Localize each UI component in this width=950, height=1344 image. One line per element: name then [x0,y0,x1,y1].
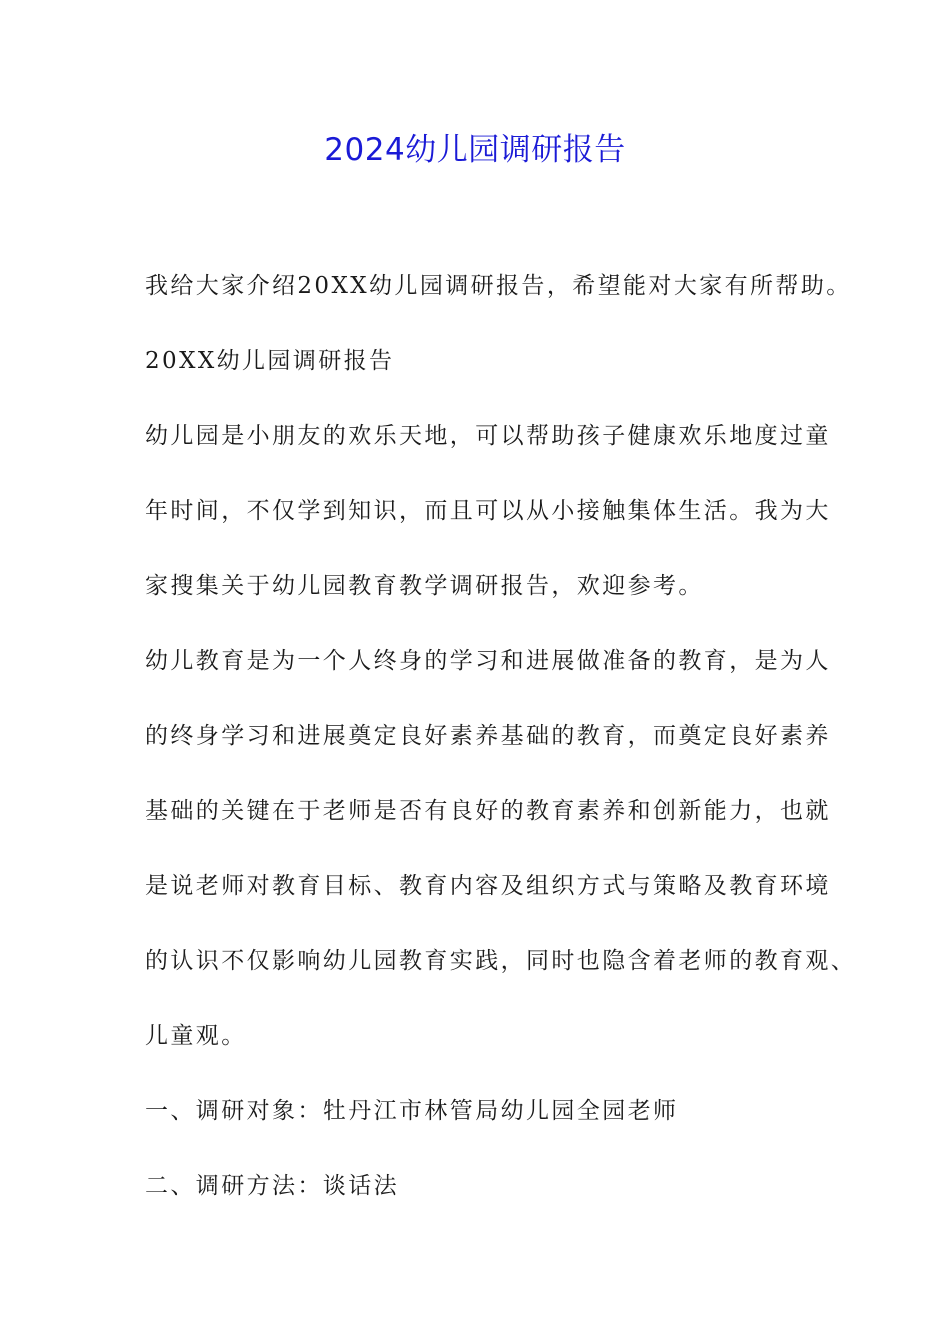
body-line-2: 20XX幼儿园调研报告 [145,348,395,374]
body-line-7: 的终身学习和进展奠定良好素养基础的教育，而奠定良好素养 [145,723,831,749]
document-title: 2024幼儿园调研报告 [324,132,626,168]
body-line-10: 的认识不仅影响幼儿园教育实践，同时也隐含着老师的教育观、 [145,948,857,974]
body-line-3: 幼儿园是小朋友的欢乐天地，可以帮助孩子健康欢乐地度过童 [145,423,831,449]
body-line-9: 是说老师对教育目标、教育内容及组织方式与策略及教育环境 [145,873,831,899]
body-line-8: 基础的关键在于老师是否有良好的教育素养和创新能力，也就 [145,798,831,824]
body-line-6: 幼儿教育是为一个人终身的学习和进展做准备的教育，是为人 [145,648,831,674]
body-line-13: 二、调研方法：谈话法 [145,1173,399,1199]
body-line-11: 儿童观。 [145,1023,247,1049]
body-line-5: 家搜集关于幼儿园教育教学调研报告，欢迎参考。 [145,573,704,599]
body-line-12: 一、调研对象：牡丹江市林管局幼儿园全园老师 [145,1098,679,1124]
body-line-4: 年时间，不仅学到知识，而且可以从小接触集体生活。我为大 [145,498,831,524]
body-line-1: 我给大家介绍20XX幼儿园调研报告，希望能对大家有所帮助。 [145,273,852,299]
document-body [145,265,857,1240]
